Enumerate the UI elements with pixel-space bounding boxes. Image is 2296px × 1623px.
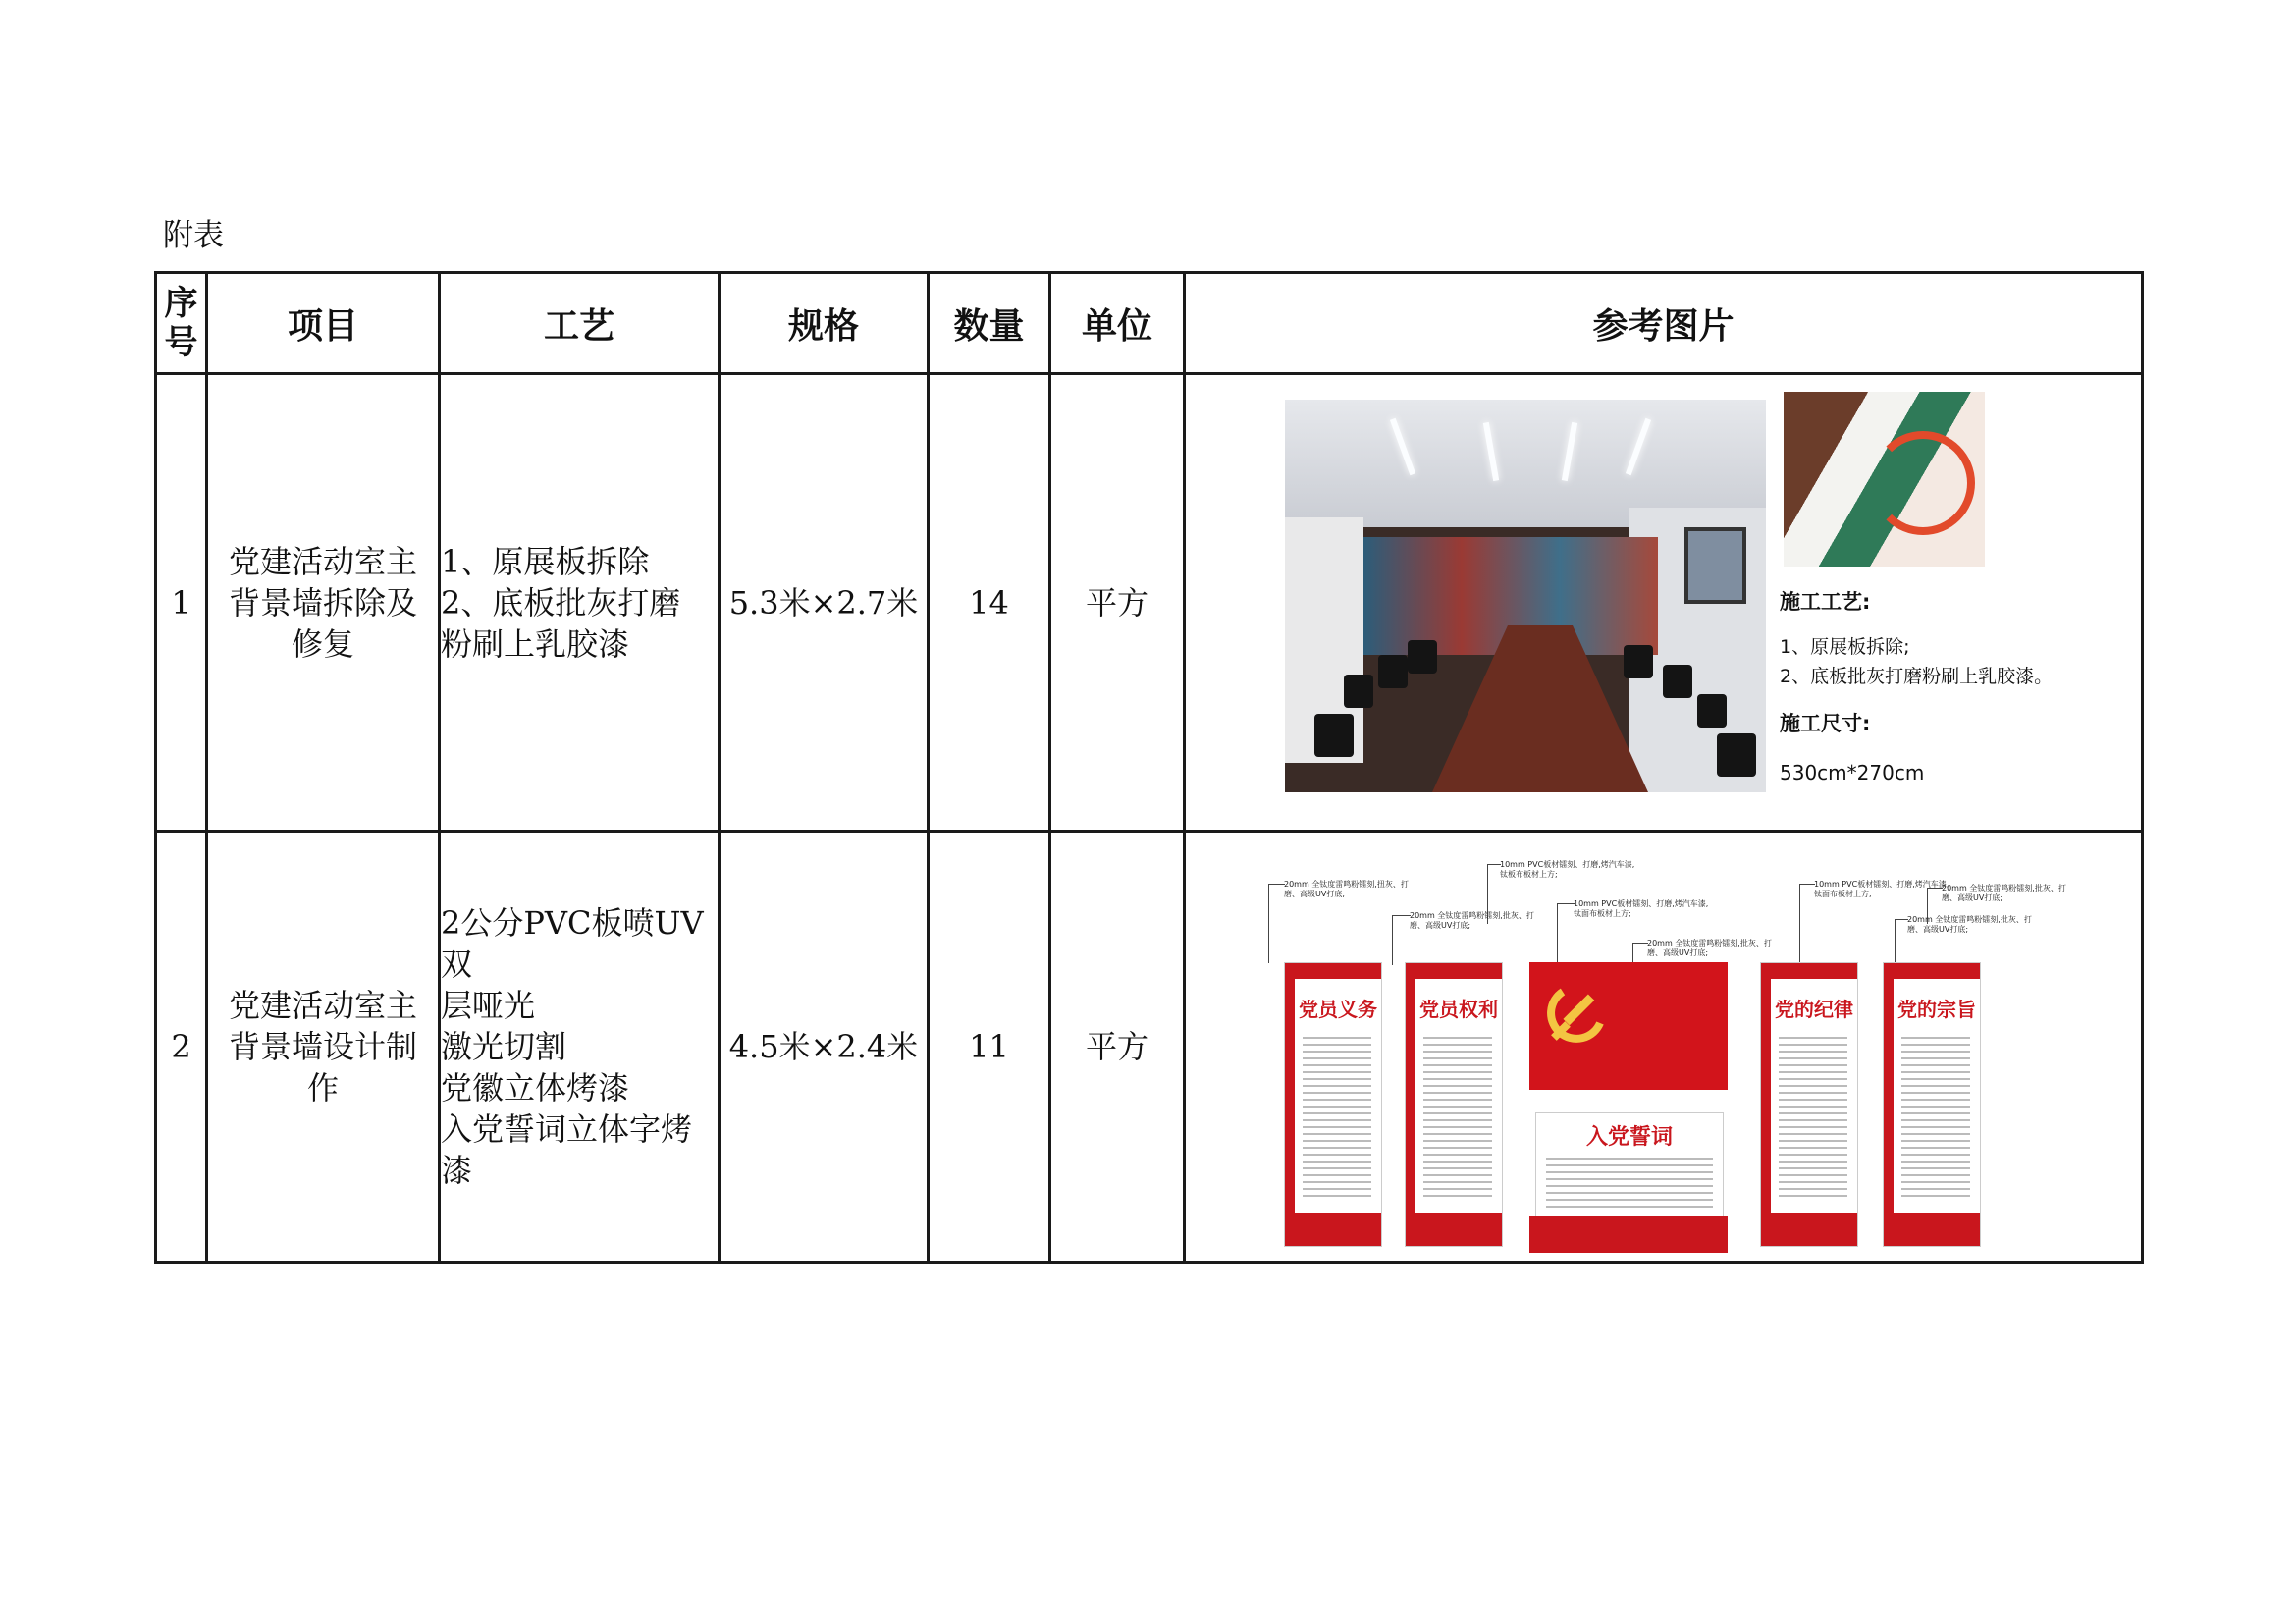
row1-reference bbox=[1186, 375, 2141, 830]
header-craft: 工艺 bbox=[440, 273, 720, 374]
header-unit: 单位 bbox=[1050, 273, 1185, 374]
panel-title: 党员义务 bbox=[1299, 998, 1377, 1021]
row2-qty: 11 bbox=[929, 832, 1050, 1263]
row1-craft-line: 粉刷上乳胶漆 bbox=[441, 624, 630, 663]
header-item: 项目 bbox=[207, 273, 440, 374]
size-value: 530cm*270cm bbox=[1780, 761, 1925, 784]
table-row bbox=[156, 374, 2143, 832]
table-row bbox=[156, 832, 2143, 1263]
row2-reference bbox=[1186, 833, 2141, 1261]
row1-craft-line: 2、底板批灰打磨 bbox=[441, 583, 681, 622]
header-qty: 数量 bbox=[929, 273, 1050, 374]
panel-party-discipline bbox=[1760, 962, 1858, 1247]
row2-craft-line: 入党誓词立体字烤 bbox=[441, 1110, 693, 1148]
construction-notes bbox=[1780, 581, 2053, 793]
row1-craft bbox=[440, 374, 720, 832]
annotation-note: 10mm PVC板材镭刻、打磨,烤汽车漆,钛板布板材上方; bbox=[1500, 860, 1635, 879]
row2-spec: 4.5米×2.4米 bbox=[720, 832, 929, 1263]
oath-panel bbox=[1535, 1112, 1724, 1217]
panel-party-duty bbox=[1284, 962, 1382, 1247]
row1-craft-line: 1、原展板拆除 bbox=[441, 542, 650, 580]
meeting-room-photo bbox=[1285, 400, 1766, 792]
row1-spec: 5.3米×2.7米 bbox=[720, 374, 929, 832]
panel-party-rights bbox=[1405, 962, 1503, 1247]
row1-unit: 平方 bbox=[1050, 374, 1185, 832]
annotation-note: 20mm 全钛度雷鸣粉镭刻,扭灰、打磨、高级UV打底; bbox=[1284, 880, 1409, 898]
row2-craft-line: 2公分PVC板喷UV双 bbox=[441, 904, 704, 983]
header-ref: 参考图片 bbox=[1185, 273, 2143, 374]
row1-ref-cell bbox=[1185, 374, 2143, 832]
size-title: 施工尺寸: bbox=[1780, 712, 1871, 735]
annotation-note: 10mm PVC板材镭刻、打磨,烤汽车漆,钛面布板材上方; bbox=[1574, 899, 1709, 918]
header-seq: 序号 bbox=[156, 273, 207, 374]
party-flag bbox=[1529, 962, 1728, 1090]
row1-seq: 1 bbox=[156, 374, 207, 832]
wall-detail-photo bbox=[1784, 392, 1985, 567]
panel-title: 党的宗旨 bbox=[1897, 998, 1976, 1021]
row2-item: 党建活动室主背景墙设计制作 bbox=[207, 832, 440, 1263]
craft-item: 1、原展板拆除; bbox=[1780, 636, 1910, 658]
annotation-note: 20mm 全钛度雷鸣粉镭刻,批灰、打磨、高级UV打底; bbox=[1410, 911, 1534, 930]
row2-craft bbox=[440, 832, 720, 1263]
craft-title: 施工工艺: bbox=[1780, 590, 1871, 614]
panel-title: 党员权利 bbox=[1419, 998, 1498, 1021]
row2-craft-line: 漆 bbox=[441, 1152, 473, 1189]
header-spec: 规格 bbox=[720, 273, 929, 374]
annotation-note: 20mm 全钛度雷鸣粉镭刻,批灰、打磨、高级UV打底; bbox=[1907, 915, 2032, 934]
panel-party-purpose bbox=[1883, 962, 1981, 1247]
craft-item: 2、底板批灰打磨粉刷上乳胶漆。 bbox=[1780, 666, 2054, 687]
row2-craft-line: 党徽立体烤漆 bbox=[441, 1069, 630, 1107]
row2-craft-line: 层哑光 bbox=[441, 987, 536, 1024]
oath-title: 入党誓词 bbox=[1585, 1125, 1673, 1150]
materials-table bbox=[154, 271, 2144, 1264]
row2-craft-line: 激光切割 bbox=[441, 1028, 567, 1065]
row1-qty: 14 bbox=[929, 374, 1050, 832]
annotation-note: 20mm 全钛度雷鸣粉镭刻,批灰、打磨、高级UV打底; bbox=[1942, 884, 2066, 902]
panel-title: 党的纪律 bbox=[1775, 998, 1853, 1021]
row2-unit: 平方 bbox=[1050, 832, 1185, 1263]
annotation-note: 20mm 全钛度雷鸣粉镭刻,批灰、打磨、高级UV打底; bbox=[1647, 939, 1772, 957]
header-row bbox=[156, 273, 2143, 374]
hammer-sickle-icon bbox=[1543, 980, 1612, 1049]
table-caption: 附表 bbox=[163, 218, 224, 253]
annotation-note: 10mm PVC板材镭刻、打磨,烤汽车漆,钛面布板材上方; bbox=[1814, 880, 1949, 898]
row2-seq: 2 bbox=[156, 832, 207, 1263]
row2-ref-cell bbox=[1185, 832, 2143, 1263]
row1-item: 党建活动室主背景墙拆除及修复 bbox=[207, 374, 440, 832]
